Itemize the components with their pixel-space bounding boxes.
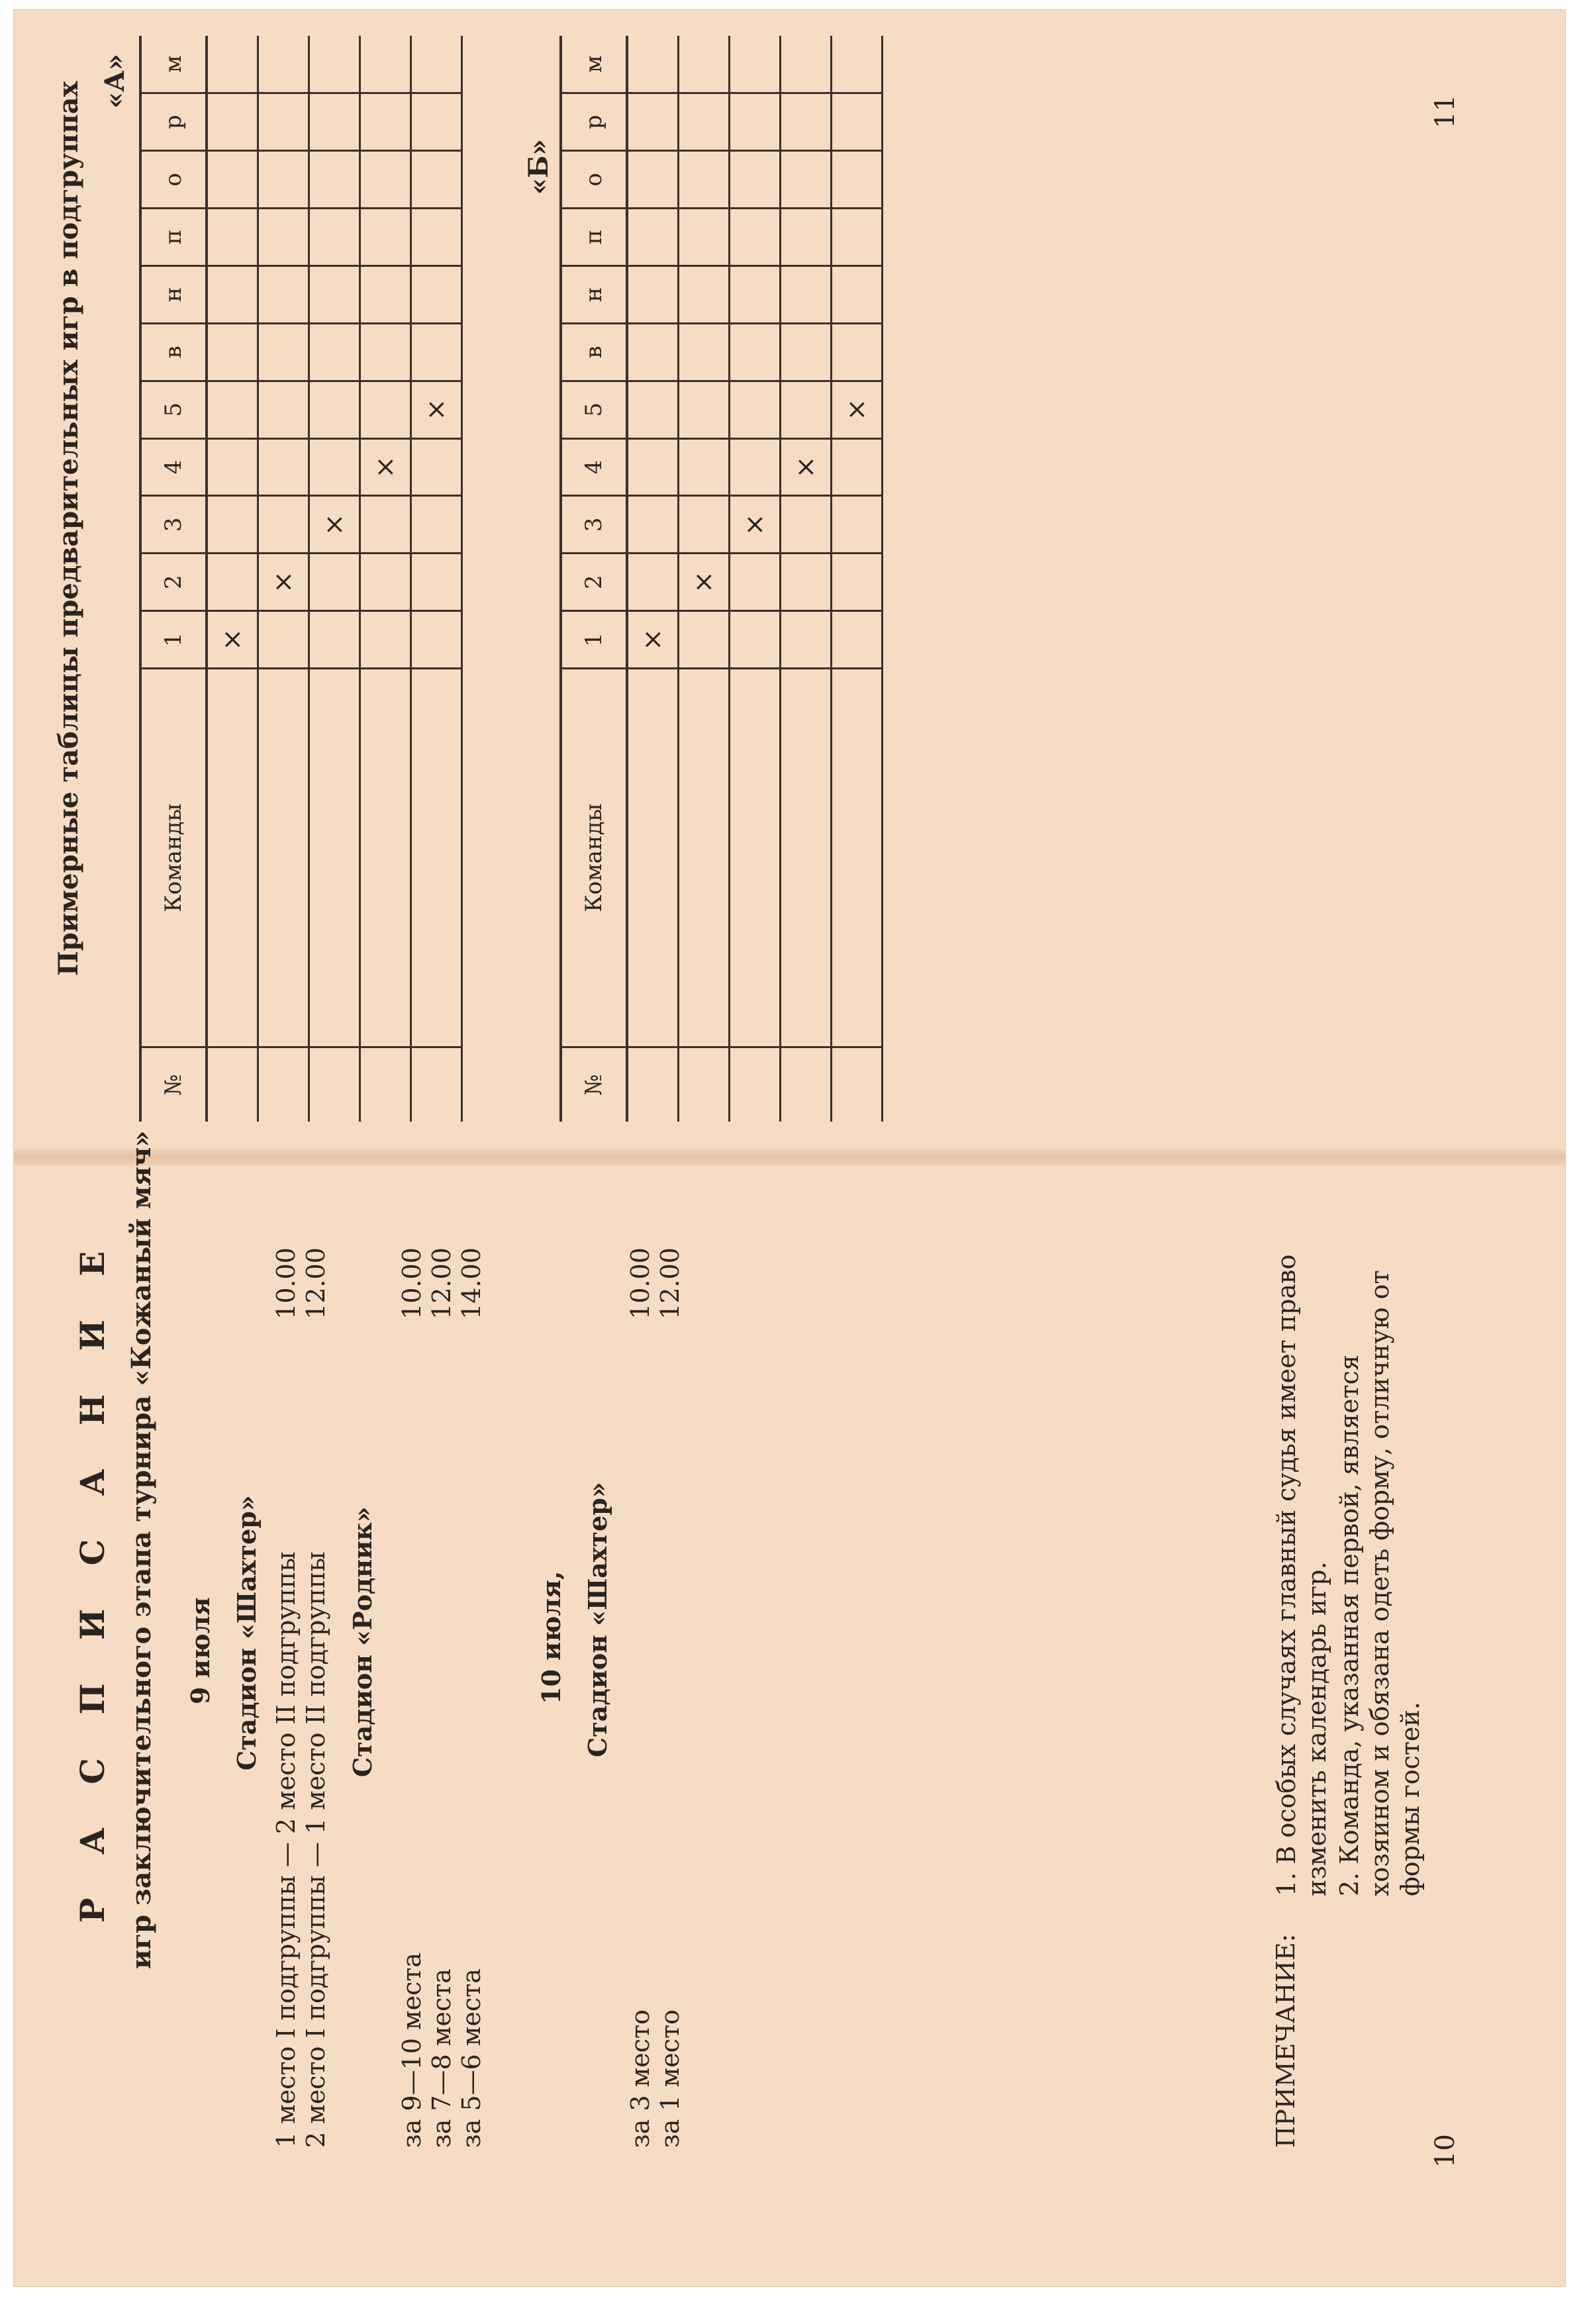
table-cell [832, 93, 883, 151]
table-cell [360, 151, 411, 209]
table-cell [627, 151, 679, 209]
column-header: 5 [140, 381, 207, 438]
column-header: 1 [140, 611, 207, 669]
column-header: м [561, 36, 627, 93]
table-row [411, 36, 462, 1122]
table-cell [832, 323, 883, 381]
table-cell [832, 438, 883, 496]
note-label: ПРИМЕЧАНИЕ: [1271, 1933, 1300, 2148]
table-row [309, 36, 360, 1122]
day1-date: 9 июля [185, 1597, 215, 1704]
row-text: за 3 место [626, 2009, 655, 2148]
table-cell [207, 93, 258, 151]
table-cell [781, 1047, 832, 1122]
schedule-title: Р А С П И С А Н И Е [73, 1235, 112, 1923]
page-number-left: 10 [1430, 2134, 1461, 2168]
table-row [730, 36, 781, 1122]
table-cell [679, 381, 730, 438]
table-cell [258, 496, 309, 554]
page-number-right: 11 [1430, 95, 1461, 128]
table-cell [730, 381, 781, 438]
table-cell [309, 611, 360, 669]
table-header-row [561, 36, 627, 1122]
table-cell [627, 438, 679, 496]
table-cell [360, 1047, 411, 1122]
row-time: 10.00 [271, 1247, 301, 1320]
column-header: о [561, 151, 627, 209]
diagonal-x-mark: × [832, 381, 883, 438]
table-cell [411, 93, 462, 151]
table-cell [781, 381, 832, 438]
table-cell [360, 668, 411, 1047]
tables-title: Примерные таблицы предварительных игр в подгруппах [53, 81, 84, 976]
table-cell [207, 209, 258, 266]
table-cell [258, 1047, 309, 1122]
diagonal-x-mark: × [309, 496, 360, 554]
table-cell [207, 668, 258, 1047]
table-cell [207, 438, 258, 496]
table-cell [258, 611, 309, 669]
table-row [679, 36, 730, 1122]
table-cell [627, 209, 679, 266]
table-cell [309, 151, 360, 209]
diagonal-x-mark: × [781, 438, 832, 496]
diagonal-x-mark: × [360, 438, 411, 496]
column-header: 2 [140, 554, 207, 611]
rotated-spread [13, 9, 1566, 2287]
day2-stadium: Стадион «Шахтер» [583, 1482, 612, 1757]
table-cell [730, 266, 781, 324]
day2-row-1 [626, 1247, 655, 2148]
row-time: 12.00 [427, 1247, 456, 1320]
group-b-label: «Б» [523, 138, 554, 195]
column-header: 5 [561, 381, 627, 438]
day1-row-1 [271, 1247, 301, 2148]
table-cell [730, 151, 781, 209]
table-cell [411, 611, 462, 669]
group-a-label: «А» [99, 54, 130, 109]
table-cell [832, 266, 883, 324]
day1-stadium-1: Стадион «Шахтер» [232, 1495, 262, 1770]
row-text: 2 место I подгруппы — 1 место II подгруппы [301, 1551, 330, 2148]
table-cell [360, 611, 411, 669]
table-cell [627, 381, 679, 438]
column-header: 4 [561, 438, 627, 496]
column-header: п [561, 209, 627, 266]
table-cell [730, 36, 781, 93]
table-cell [679, 323, 730, 381]
row-text: за 9—10 места [397, 1952, 426, 2148]
table-cell [258, 668, 309, 1047]
table-cell [411, 323, 462, 381]
table-cell [309, 93, 360, 151]
group-b-table [559, 36, 883, 1122]
table-cell [411, 1047, 462, 1122]
table-cell [411, 266, 462, 324]
column-header: 3 [561, 496, 627, 554]
table-cell [679, 93, 730, 151]
row-text: 1 место I подгруппы — 2 место II подгруппы [271, 1551, 301, 2148]
column-header: о [140, 151, 207, 209]
table-cell [309, 36, 360, 93]
table-cell [258, 151, 309, 209]
table-cell [832, 668, 883, 1047]
table-cell [309, 323, 360, 381]
row-time: 12.00 [301, 1247, 330, 1320]
table-cell [360, 323, 411, 381]
column-header: 4 [140, 438, 207, 496]
table-row [781, 36, 832, 1122]
day2-date: 10 июля, [536, 1571, 566, 1704]
table-cell [730, 668, 781, 1047]
table-cell [411, 36, 462, 93]
table-cell [360, 209, 411, 266]
table-cell [781, 93, 832, 151]
column-header: № [140, 1047, 207, 1122]
table-cell [832, 611, 883, 669]
table-cell [258, 323, 309, 381]
table-cell [360, 381, 411, 438]
table-cell [627, 323, 679, 381]
table-cell [207, 36, 258, 93]
table-cell [679, 1047, 730, 1122]
row-text: за 1 место [655, 2009, 685, 2148]
diagonal-x-mark: × [258, 554, 309, 611]
day1-row-5 [457, 1247, 486, 2148]
table-cell [781, 668, 832, 1047]
diagonal-x-mark: × [730, 496, 781, 554]
table-cell [781, 209, 832, 266]
table-cell [207, 151, 258, 209]
note-item-2: 2. Команда, указанная первой, является хозяином и обязана одеть форму, отличную от формы гостей. [1335, 1270, 1425, 1896]
table-cell [309, 1047, 360, 1122]
table-cell [832, 554, 883, 611]
group-a-table [139, 36, 463, 1122]
table-cell [679, 611, 730, 669]
table-cell [360, 266, 411, 324]
table-cell [781, 36, 832, 93]
table-cell [411, 496, 462, 554]
row-time: 12.00 [655, 1247, 685, 1320]
table-cell [309, 438, 360, 496]
table-cell [679, 36, 730, 93]
table-cell [411, 209, 462, 266]
column-header: н [140, 266, 207, 324]
column-header: № [561, 1047, 627, 1122]
table-cell [627, 36, 679, 93]
table-cell [679, 151, 730, 209]
column-header: н [561, 266, 627, 324]
table-cell [627, 93, 679, 151]
column-header: р [140, 93, 207, 151]
column-header: п [140, 209, 207, 266]
table-cell [207, 1047, 258, 1122]
row-text: за 5—6 места [457, 1968, 486, 2148]
table-row [832, 36, 883, 1122]
day1-stadium-2: Стадион «Родник» [348, 1506, 377, 1777]
diagonal-x-mark: × [679, 554, 730, 611]
diagonal-x-mark: × [627, 611, 679, 669]
table-cell [258, 93, 309, 151]
table-cell [730, 93, 781, 151]
table-cell [679, 668, 730, 1047]
column-header: в [140, 323, 207, 381]
day2-row-2 [655, 1247, 685, 2148]
table-cell [309, 668, 360, 1047]
table-cell [679, 496, 730, 554]
column-header: 2 [561, 554, 627, 611]
table-cell [832, 1047, 883, 1122]
table-row [360, 36, 411, 1122]
schedule-subtitle: игр заключительного этапа турнира «Кожаный мяч» [126, 1130, 157, 1969]
table-cell [360, 93, 411, 151]
column-header: 3 [140, 496, 207, 554]
table-cell [627, 496, 679, 554]
table-cell [411, 554, 462, 611]
day1-row-2 [301, 1247, 330, 2148]
table-cell [679, 438, 730, 496]
column-header: р [561, 93, 627, 151]
column-header: 1 [561, 611, 627, 669]
table-cell [309, 554, 360, 611]
table-cell [627, 266, 679, 324]
table-cell [730, 323, 781, 381]
table-cell [207, 266, 258, 324]
table-cell [360, 36, 411, 93]
row-time: 10.00 [397, 1247, 426, 1320]
table-cell [309, 209, 360, 266]
row-time: 14.00 [457, 1247, 486, 1320]
table-cell [730, 209, 781, 266]
table-cell [411, 151, 462, 209]
table-cell [258, 438, 309, 496]
table-row [627, 36, 679, 1122]
table-cell [781, 554, 832, 611]
table-cell [258, 36, 309, 93]
table-cell [258, 381, 309, 438]
table-row [207, 36, 258, 1122]
column-header: Команды [561, 668, 627, 1047]
table-cell [781, 496, 832, 554]
table-cell [781, 323, 832, 381]
column-header: в [561, 323, 627, 381]
table-cell [411, 438, 462, 496]
table-cell [679, 209, 730, 266]
table-cell [781, 151, 832, 209]
table-cell [411, 668, 462, 1047]
column-header: Команды [140, 668, 207, 1047]
table-cell [207, 381, 258, 438]
table-cell [679, 266, 730, 324]
column-header: м [140, 36, 207, 93]
table-cell [627, 1047, 679, 1122]
table-cell [832, 151, 883, 209]
row-time: 10.00 [626, 1247, 655, 1320]
table-cell [258, 266, 309, 324]
table-cell [730, 554, 781, 611]
table-cell [730, 438, 781, 496]
table-cell [832, 36, 883, 93]
table-header-row [140, 36, 207, 1122]
day1-row-4 [427, 1247, 456, 2148]
table-cell [627, 668, 679, 1047]
table-cell [360, 554, 411, 611]
diagonal-x-mark: × [207, 611, 258, 669]
table-cell [207, 323, 258, 381]
table-cell [730, 1047, 781, 1122]
table-cell [730, 611, 781, 669]
day1-row-3 [397, 1247, 426, 2148]
table-cell [360, 496, 411, 554]
row-text: за 7—8 места [427, 1968, 456, 2148]
table-row [258, 36, 309, 1122]
table-cell [309, 381, 360, 438]
table-cell [258, 209, 309, 266]
table-cell [627, 554, 679, 611]
table-cell [832, 496, 883, 554]
table-cell [832, 209, 883, 266]
table-cell [781, 611, 832, 669]
table-cell [207, 496, 258, 554]
table-cell [207, 554, 258, 611]
table-cell [309, 266, 360, 324]
diagonal-x-mark: × [411, 381, 462, 438]
table-cell [781, 266, 832, 324]
note-item-1: 1. В особых случаях главный судья имеет право изменить календарь игр. [1272, 1254, 1331, 1896]
